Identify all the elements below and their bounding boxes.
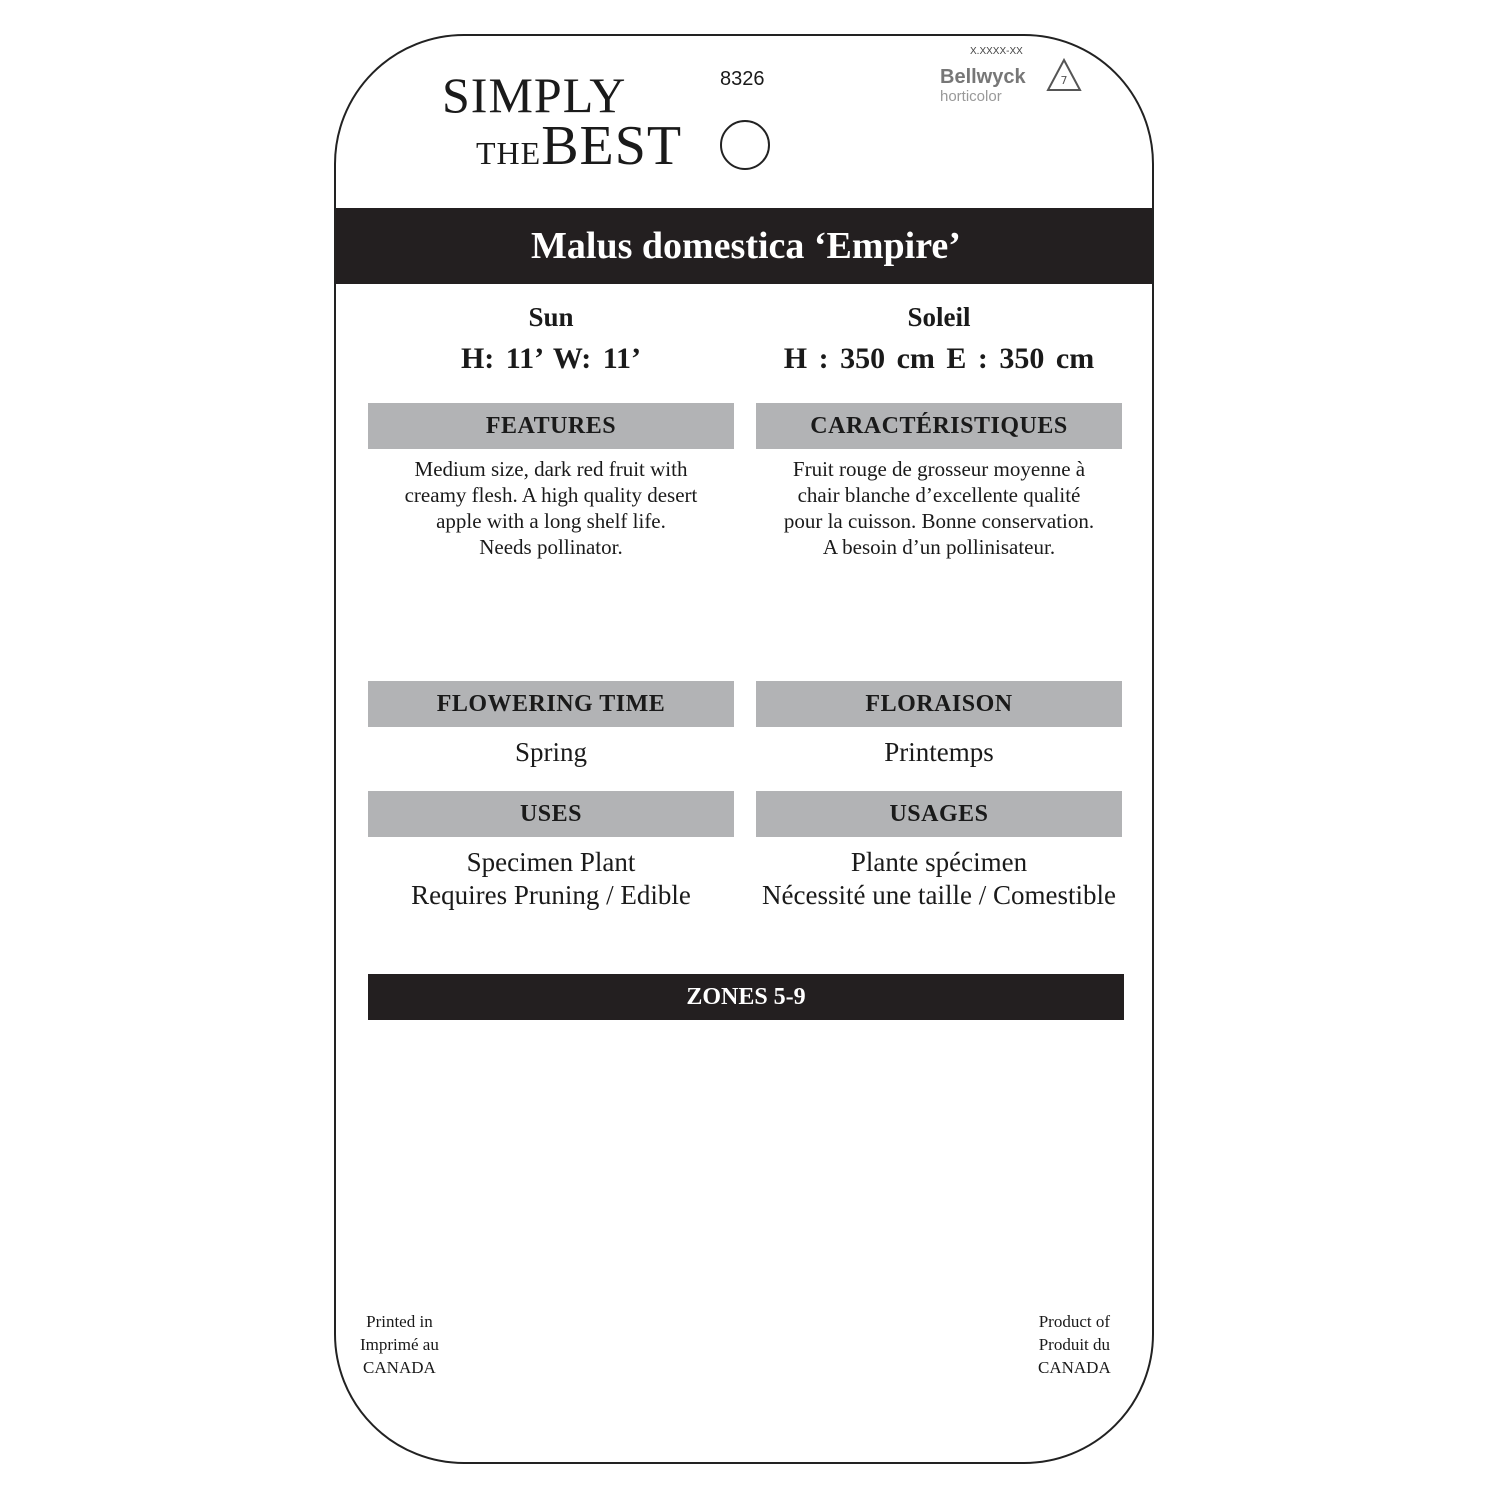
flowering-value-en: Spring: [514, 737, 587, 767]
uses-line-fr: Plante spécimen: [850, 847, 1028, 877]
features-line-en: creamy flesh. A high quality desert: [404, 483, 698, 507]
product-of-canada: [1038, 1310, 1111, 1379]
printed-line: Printed in: [366, 1312, 433, 1331]
logo-the-best: [476, 115, 683, 177]
logo-simply: SIMPLY: [442, 67, 627, 123]
brand-name: Bellwyck: [940, 66, 1026, 88]
dimensions-en: H: 11’ W: 11’: [460, 342, 642, 375]
uses-header-en: USES: [368, 791, 734, 837]
uses-text-fr: [756, 846, 1122, 912]
features-header-fr: CARACTÉRISTIQUES: [756, 403, 1122, 449]
flowering-header-fr: FLORAISON: [756, 681, 1122, 727]
printed-line: CANADA: [363, 1358, 436, 1377]
exposure-en: Sun: [528, 302, 574, 332]
features-line-fr: A besoin d’un pollinisateur.: [822, 535, 1056, 559]
flowering-header-en: FLOWERING TIME: [368, 681, 734, 727]
logo-the: THE: [476, 135, 542, 171]
product-line: Produit du: [1038, 1335, 1111, 1354]
sku-code: X.XXXX-XX: [970, 46, 1023, 57]
printed-line: Imprimé au: [360, 1335, 439, 1354]
product-line: Product of: [1038, 1312, 1111, 1331]
features-header-en: FEATURES: [368, 403, 734, 449]
features-text-fr: [756, 456, 1122, 560]
features-line-en: apple with a long shelf life.: [436, 509, 666, 533]
logo-best: BEST: [541, 115, 683, 177]
product-line: CANADA: [1038, 1358, 1111, 1377]
dimensions-fr: H : 350 cm E : 350 cm: [783, 342, 1095, 375]
features-text-en: [368, 456, 734, 560]
plant-tag-card: [334, 34, 1154, 1464]
brand-sub: horticolor: [940, 88, 1002, 105]
exposure-fr: Soleil: [907, 302, 971, 332]
features-line-fr: pour la cuisson. Bonne conservation.: [783, 509, 1095, 533]
features-line-fr: Fruit rouge de grosseur moyenne à: [792, 457, 1086, 481]
uses-line-en: Specimen Plant: [466, 847, 636, 877]
hardiness-zones-banner: ZONES 5-9: [368, 974, 1124, 1020]
hang-hole: [720, 120, 770, 170]
features-line-en: Needs pollinator.: [479, 535, 623, 559]
svg-text:7: 7: [1060, 74, 1068, 87]
features-line-en: Medium size, dark red fruit with: [414, 457, 688, 481]
product-code: 8326: [720, 68, 765, 90]
plant-name-banner: Malus domestica ‘Empire’: [336, 208, 1154, 284]
features-line-fr: chair blanche d’excellente qualité: [797, 483, 1081, 507]
printed-in-canada: [360, 1310, 439, 1379]
uses-header-fr: USAGES: [756, 791, 1122, 837]
flowering-value-fr: Printemps: [884, 737, 994, 767]
recycle-icon: [1044, 56, 1084, 100]
uses-text-en: [368, 846, 734, 912]
uses-line-en: Requires Pruning / Edible: [411, 880, 691, 910]
uses-line-fr: Nécessité une taille / Comestible: [762, 880, 1116, 910]
